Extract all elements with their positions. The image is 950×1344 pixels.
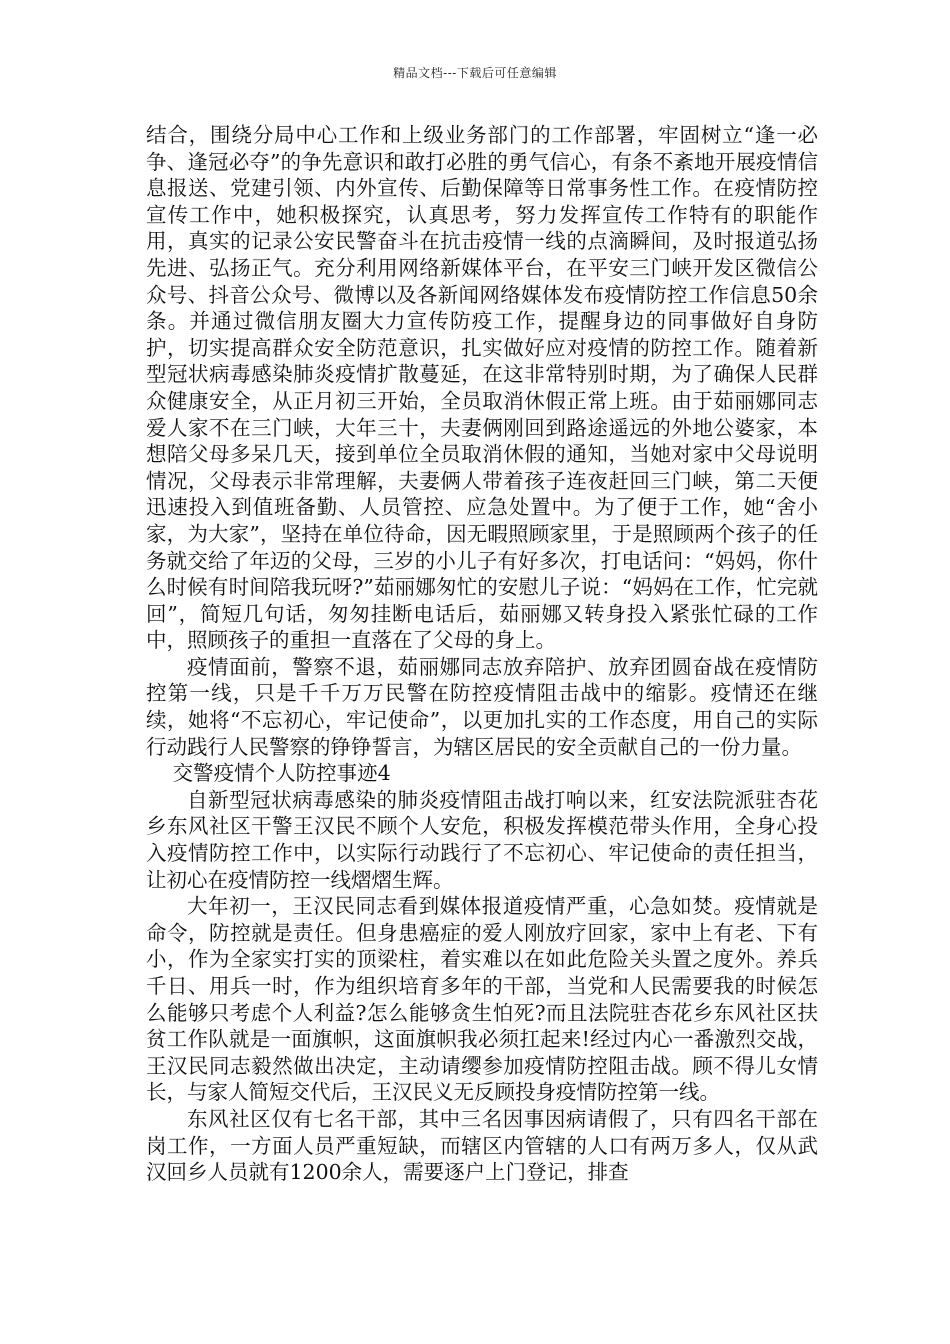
paragraph: 东风社区仅有七名干部，其中三名因事因病请假了，只有四名干部在岗工作，一方面人员严重短缺，而辖区内管辖的人口有两万多人，仅从武汉回乡人员就有1200余人，需要逐户上门登记，排查	[146, 1106, 818, 1185]
paragraph-continuation: 结合，围绕分局中心工作和上级业务部门的工作部署，牢固树立“逢一必争、逢冠必夺”的争先意识和敢打必胜的勇气信心，有条不紊地开展疫情信息报送、党建引领、内外宣传、后勤保障等日常事务性工作。在疫情防控宣传工作中，她积极探究，认真思考，努力发挥宣传工作特有的职能作用，真实的记录公安民警奋斗在抗击疫情一线的点滴瞬间，及时报道弘扬先进、弘扬正气。充分利用网络新媒体平台，在平安三门峡开发区微信公众号、抖音公众号、微博以及各新闻网络媒体发布疫情防控工作信息50余条。并通过微信朋友圈大力宣传防疫工作，提醒身边的同事做好自身防护，切实提高群众安全防范意识，扎实做好应对疫情的防控工作。随着新型冠状病毒感染肺炎疫情扩散蔓延，在这非常特别时期，为了确保人民群众健康安全，从正月初三开始，全员取消休假正常上班。由于茹丽娜同志爱人家不在三门峡，大年三十，夫妻俩刚回到路途遥远的外地公婆家，本想陪父母多呆几天，接到单位全员取消休假的通知，当她对家中父母说明情况，父母表示非常理解，夫妻俩人带着孩子连夜赶回三门峡，第二天便迅速投入到值班备勤、人员管控、应急处置中。为了便于工作，她“舍小家，为大家”，坚持在单位待命，因无暇照顾家里，于是照顾两个孩子的任务就交给了年迈的父母，三岁的小儿子有好多次，打电话问：“妈妈，你什么时候有时间陪我玩呀?”茹丽娜匆忙的安慰儿子说：“妈妈在工作，忙完就回”，简短几句话，匆匆挂断电话后，茹丽娜又转身投入紧张忙碌的工作中，照顾孩子的重担一直落在了父母的身上。	[146, 123, 818, 653]
paragraph: 大年初一，王汉民同志看到媒体报道疫情严重，心急如焚。疫情就是命令，防控就是责任。但身患癌症的爱人刚放疗回家，家中上有老、下有小，作为全家实打实的顶梁柱，着实难以在如此危险关头置之度外。养兵千日、用兵一时，作为组织培育多年的干部，当党和人民需要我的时候怎么能够只考虑个人利益?怎么能够贪生怕死?而且法院驻杏花乡东风社区扶贫工作队就是一面旗帜，这面旗帜我必须扛起来!经过内心一番激烈交战，王汉民同志毅然做出决定，主动请缨参加疫情防控阻击战。顾不得儿女情长，与家人简短交代后，王汉民义无反顾投身疫情防控第一线。	[146, 894, 818, 1105]
page-header: 精品文档---下载后可任意编辑	[393, 66, 557, 80]
paragraph: 自新型冠状病毒感染的肺炎疫情阻击战打响以来，红安法院派驻杏花乡东风社区干警王汉民不顾个人安危，积极发挥模范带头作用，全身心投入疫情防控工作中，以实际行动践行了不忘初心、牢记使命的责任担当，让初心在疫情防控一线熠熠生辉。	[146, 787, 818, 892]
document-body	[146, 122, 818, 1186]
paragraph: 疫情面前，警察不退，茹丽娜同志放弃陪护、放弃团圆奋战在疫情防控第一线，只是千千万万民警在防控疫情阻击战中的缩影。疫情还在继续，她将“不忘初心，牢记使命”，以更加扎实的工作态度，用自己的实际行动践行人民警察的铮铮誓言，为辖区居民的安全贡献自己的一份力量。	[146, 654, 818, 759]
section-heading: 交警疫情个人防控事迹4	[172, 761, 391, 786]
